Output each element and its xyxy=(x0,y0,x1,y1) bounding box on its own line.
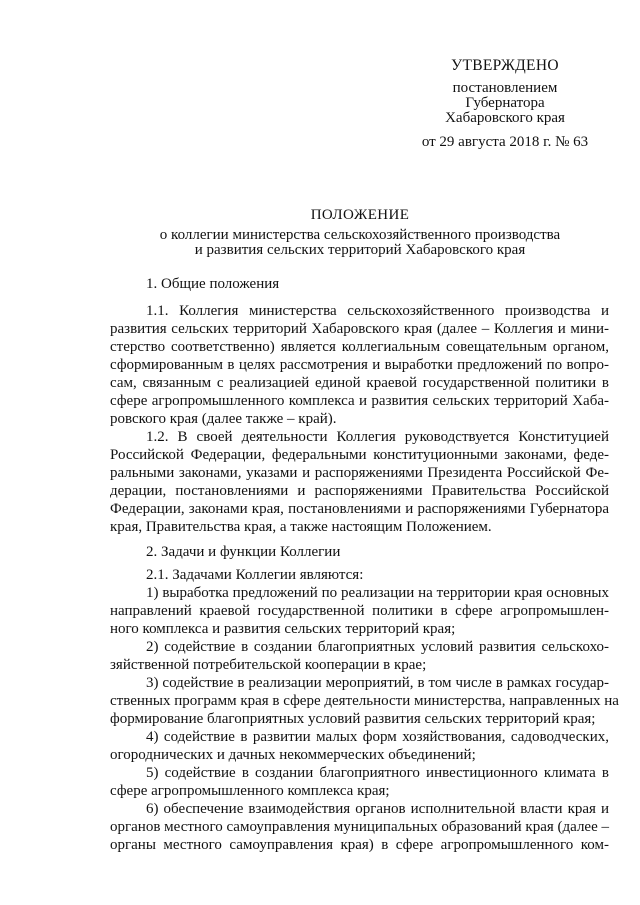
document-title-block xyxy=(100,206,620,258)
paragraph-1-1-line: стерство соответственно) является коллегиальным совещательным органом, xyxy=(110,339,609,355)
task-item-2-line: 2) содействие в создании благоприятных условий развития сельскохо- xyxy=(146,639,609,655)
task-item-1-line: направлений краевой государственной политики в сфере агропромышлен- xyxy=(110,603,609,619)
paragraph-1-1-line: сфере агропромышленного комплекса и развития сельских территорий Хаба- xyxy=(110,393,609,409)
paragraph-1-2-line: Федерации, законами края, постановлениями и распоряжениями Губернатора xyxy=(110,501,609,517)
task-item-3-line: формирование благоприятных условий развития сельских территорий края; xyxy=(110,711,596,727)
paragraph-1-2-line: края, Правительства края, а также настоящим Положением. xyxy=(110,519,492,535)
section-2-intro: 2.1. Задачами Коллегии являются: xyxy=(146,567,364,583)
paragraph-1-1-line: сам, связанным с реализацией единой краевой государственной политики в xyxy=(110,375,609,391)
section-1-body xyxy=(110,302,609,536)
task-item-5-line: 5) содействие в создании благоприятного инвестиционного климата в xyxy=(146,765,609,781)
paragraph-1-2-line: Российской Федерации, федеральными конституционными законами, феде- xyxy=(110,447,609,463)
paragraph-1-1-line: 1.1. Коллегия министерства сельскохозяйственного производства и xyxy=(146,303,609,319)
document-title: ПОЛОЖЕНИЕ xyxy=(310,207,410,223)
paragraph-1-1-line: ровского края (далее также – край). xyxy=(110,411,337,427)
approval-line-governor: Губернатора xyxy=(465,95,545,111)
section-1-heading: 1. Общие положения xyxy=(146,276,280,292)
task-item-6-line: органов местного самоуправления муниципальных образований края (далее – xyxy=(110,819,609,835)
document-subtitle-line-1: о коллегии министерства сельскохозяйственного производства xyxy=(159,227,561,243)
task-item-5-line: сфере агропромышленного комплекса края; xyxy=(110,783,390,799)
paragraph-1-2-line: ральными законами, указами и распоряжениями Президента Российской Фе- xyxy=(110,465,609,481)
approval-date: от 29 августа 2018 г. № 63 xyxy=(421,134,589,150)
paragraph-1-2-line: 1.2. В своей деятельности Коллегия руководствуется Конституцией xyxy=(146,429,609,445)
approval-block xyxy=(405,58,605,150)
task-item-4-line: огороднических и дачных некоммерческих объединений; xyxy=(110,747,476,763)
approval-line-region: Хабаровского края xyxy=(445,110,565,126)
task-item-1-line: 1) выработка предложений по реализации на территории края основных xyxy=(146,585,609,601)
task-item-3-line: 3) содействие в реализации мероприятий, в том числе в рамках государ- xyxy=(146,675,609,691)
approval-line-resolution: постановлением xyxy=(452,80,558,96)
section-2-heading: 2. Задачи и функции Коллегии xyxy=(146,544,341,560)
task-item-4-line: 4) содействие в развитии малых форм хозяйствования, садоводческих, xyxy=(146,729,609,745)
task-item-2-line: зяйственной потребительской кооперации в крае; xyxy=(110,657,427,673)
approved-label: УТВЕРЖДЕНО xyxy=(451,57,559,74)
task-item-6-line: органы местного самоуправления края) в сфере агропромышленного ком- xyxy=(110,837,609,853)
document-subtitle-line-2: и развития сельских территорий Хабаровского края xyxy=(194,242,526,258)
section-2-body xyxy=(110,566,619,854)
task-item-1-line: ного комплекса и развития сельских территорий края; xyxy=(110,621,456,637)
paragraph-1-2-line: дерации, постановлениями и распоряжениями Правительства Российской xyxy=(110,483,609,499)
paragraph-1-1-line: развития сельских территорий Хабаровского края (далее – Коллегия и мини- xyxy=(110,321,609,337)
paragraph-1-1-line: сформированным в целях рассмотрения и выработки предложений по вопро- xyxy=(110,357,609,373)
task-item-3-line: ственных программ края в сфере деятельности министерства, направленных на xyxy=(110,693,619,709)
task-item-6-line: 6) обеспечение взаимодействия органов исполнительной власти края и xyxy=(146,801,609,817)
